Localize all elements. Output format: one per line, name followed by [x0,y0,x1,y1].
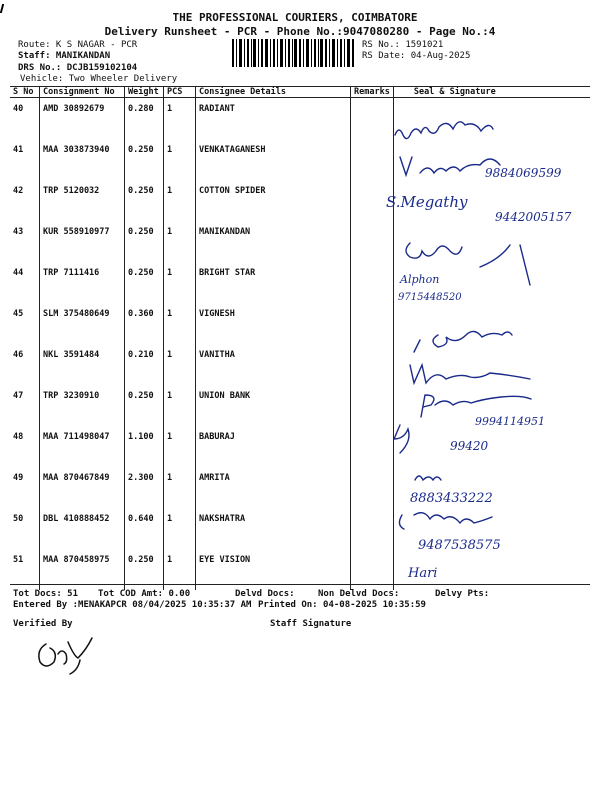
signature-row-45 [414,331,512,352]
company-title: THE PROFESSIONAL COURIERS, COIMBATORE [172,11,418,24]
cell-sno: 40 [10,98,40,140]
non-delivered-docs: Non Delvd Docs: [318,589,400,599]
cell-sno: 43 [10,221,40,262]
cell-weight: 2.300 [125,467,164,508]
cell-consignment-no: MAA 870467849 [40,467,125,508]
handwritten-signatures [380,95,595,585]
col-header-consignment: Consignment No [40,87,125,98]
total-docs: Tot Docs: 51 [13,589,79,599]
cell-sno: 47 [10,385,40,426]
cell-sno: 41 [10,139,40,180]
cell-consignment-no: MAA 870458975 [40,549,125,590]
cell-weight: 0.250 [125,221,164,262]
cell-consignee: NAKSHATRA [196,508,351,549]
cell-weight: 0.250 [125,180,164,221]
handwritten-phone-50: 9487538575 [418,538,501,553]
staff-label: Staff: MANIKANDAN [18,51,111,61]
handwritten-label-44: Alphon [400,273,440,286]
cell-sno: 42 [10,180,40,221]
cell-weight: 0.250 [125,139,164,180]
cell-consignment-no: DBL 410888452 [40,508,125,549]
delivered-docs: Delvd Docs: [235,589,295,599]
cell-consignment-no: MAA 303873940 [40,139,125,180]
cell-pcs: 1 [164,385,196,426]
cell-weight: 0.280 [125,98,164,140]
cell-pcs: 1 [164,344,196,385]
col-header-pcs: PCS [164,87,196,98]
cell-sno: 44 [10,262,40,303]
route-label: Route: K S NAGAR - PCR [18,40,138,50]
cell-consignment-no: MAA 711498047 [40,426,125,467]
handwritten-name-42: S.Megathy [386,193,468,211]
cell-consignment-no: SLM 375480649 [40,303,125,344]
cell-weight: 0.250 [125,549,164,590]
signature-row-46 [410,365,530,383]
handwritten-phone-49: 8883433222 [410,491,493,506]
cell-pcs: 1 [164,221,196,262]
cell-consignee: RADIANT [196,98,351,140]
cell-weight: 0.360 [125,303,164,344]
rs-number: RS No.: 1591021 [362,40,444,50]
cell-pcs: 1 [164,262,196,303]
cell-sno: 46 [10,344,40,385]
drs-number: DRS No.: DCJB159102104 [18,63,138,73]
cell-weight: 0.210 [125,344,164,385]
signature-row-48 [394,425,409,453]
cell-pcs: 1 [164,426,196,467]
verifier-signature [28,632,108,682]
col-header-remarks: Remarks [351,87,394,98]
cell-consignment-no: TRP 7111416 [40,262,125,303]
cell-weight: 0.640 [125,508,164,549]
signature-row-49 [415,476,441,480]
verified-by-label: Verified By [13,619,73,629]
cell-pcs: 1 [164,139,196,180]
cell-sno: 45 [10,303,40,344]
vehicle-label: Vehicle: Two Wheeler Delivery [20,74,178,84]
cell-pcs: 1 [164,508,196,549]
cell-weight: 1.100 [125,426,164,467]
runsheet-subtitle: Delivery Runsheet - PCR - Phone No.:9047080280 - Page No.:4 [104,25,496,38]
handwritten-name-51: Hari [408,566,438,581]
cell-sno: 48 [10,426,40,467]
cell-sno: 50 [10,508,40,549]
handwritten-number-48: 99420 [450,439,489,453]
cell-weight: 0.250 [125,262,164,303]
col-header-sno: S No [10,87,40,98]
cell-consignment-no: TRP 5120032 [40,180,125,221]
handwritten-phone-47: 9994114951 [475,415,545,428]
signature-row-40 [395,122,493,139]
cell-consignee: BABURAJ [196,426,351,467]
col-header-signature: Seal & Signature [393,87,590,98]
cell-consignment-no: AMD 30892679 [40,98,125,140]
cell-pcs: 1 [164,303,196,344]
cell-consignee: AMRITA [196,467,351,508]
cell-consignee: BRIGHT STAR [196,262,351,303]
signature-row-50 [399,513,492,529]
entered-by: Entered By :MENAKAPCR 08/04/2025 10:35:37 AM [13,600,252,610]
cell-consignee: VANITHA [196,344,351,385]
cell-consignee: VENKATAGANESH [196,139,351,180]
cell-sno: 51 [10,549,40,590]
cell-consignment-no: KUR 558910977 [40,221,125,262]
col-header-weight: Weight [125,87,164,98]
corner-mark [0,4,8,13]
handwritten-phone-41: 9884069599 [485,166,562,180]
signature-row-47 [421,395,531,417]
cell-pcs: 1 [164,549,196,590]
delivery-points: Delvy Pts: [435,589,490,599]
cell-pcs: 1 [164,180,196,221]
cell-consignee: EYE VISION [196,549,351,590]
cell-consignee: UNION BANK [196,385,351,426]
cell-consignee: VIGNESH [196,303,351,344]
cell-sno: 49 [10,467,40,508]
col-header-consignee: Consignee Details [196,87,351,98]
handwritten-phone-42: 9442005157 [495,210,572,224]
cell-pcs: 1 [164,98,196,140]
cell-consignee: COTTON SPIDER [196,180,351,221]
barcode [232,39,354,67]
printed-on: Printed On: 04-08-2025 10:35:59 [258,600,426,610]
handwritten-phone-44: 9715448520 [398,292,462,303]
cell-consignment-no: NKL 3591484 [40,344,125,385]
cell-consignment-no: TRP 3230910 [40,385,125,426]
cell-weight: 0.250 [125,385,164,426]
rs-date: RS Date: 04-Aug-2025 [362,51,471,61]
staff-signature-label: Staff Signature [270,619,352,629]
total-cod-amount: Tot COD Amt: 0.00 [98,589,191,599]
cell-consignee: MANIKANDAN [196,221,351,262]
cell-pcs: 1 [164,467,196,508]
